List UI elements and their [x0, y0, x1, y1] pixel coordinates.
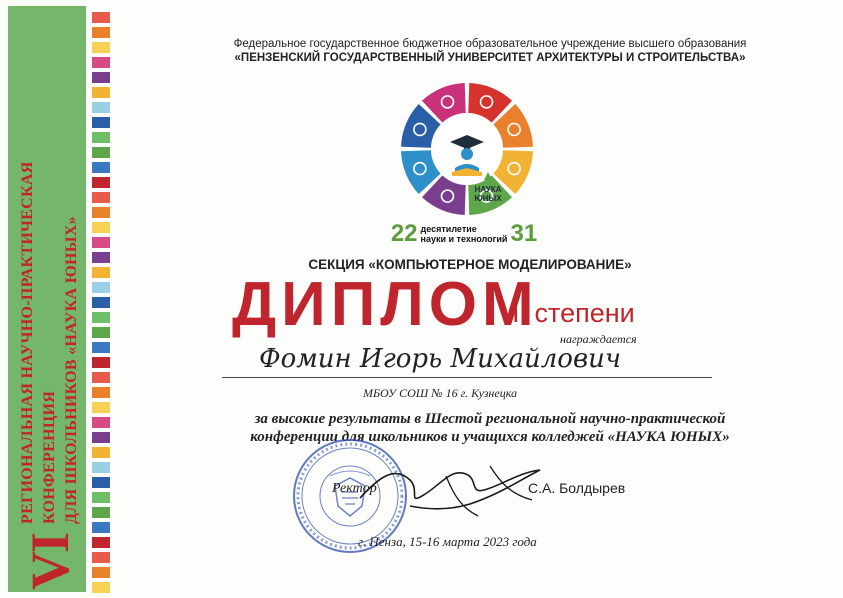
recipient-school: МБОУ СОШ № 16 г. Кузнецка	[362, 386, 518, 400]
band-square	[92, 207, 110, 218]
award-reason-line2: конференции для школьников и учащихся колледжей «НАУКА ЮНЫХ»	[250, 429, 730, 445]
award-reason	[150, 410, 830, 446]
band-square	[92, 222, 110, 233]
side-band-line1: РЕГИОНАЛЬНАЯ НАУЧНО-ПРАКТИЧЕСКАЯ КОНФЕРЕНЦИЯ	[19, 161, 58, 524]
rector-name: С.А. Болдырев	[528, 480, 626, 496]
band-square	[92, 327, 110, 338]
band-square	[92, 357, 110, 368]
band-square	[92, 162, 110, 173]
decade-right-number: 31	[510, 220, 538, 247]
diploma-title: ДИПЛОМ	[232, 270, 539, 339]
side-band	[8, 6, 110, 592]
side-band-roman: VI	[20, 533, 80, 590]
award-reason-line1: за высокие результаты в Шестой региональной научно-практической	[254, 411, 726, 427]
band-square	[92, 447, 110, 458]
band-square	[92, 57, 110, 68]
science-wheel-logo-icon	[398, 80, 536, 218]
band-square	[92, 567, 110, 578]
band-square	[92, 342, 110, 353]
band-square	[92, 507, 110, 518]
institution-name: «ПЕНЗЕНСКИЙ ГОСУДАРСТВЕННЫЙ УНИВЕРСИТЕТ АРХИТЕКТУРЫ И СТРОИТЕЛЬСТВА»	[234, 52, 746, 64]
band-square	[92, 192, 110, 203]
band-square	[92, 522, 110, 533]
band-square	[92, 537, 110, 548]
band-square	[92, 42, 110, 53]
section-title: СЕКЦИЯ «КОМПЬЮТЕРНОЕ МОДЕЛИРОВАНИЕ»	[308, 257, 632, 272]
band-square	[92, 477, 110, 488]
side-band-line2: ДЛЯ ШКОЛЬНИКОВ «НАУКА ЮНЫХ»	[63, 216, 80, 524]
band-square	[92, 462, 110, 473]
band-square	[92, 132, 110, 143]
decade-left-number: 22	[390, 220, 418, 247]
band-square	[92, 102, 110, 113]
band-square	[92, 297, 110, 308]
band-square	[92, 87, 110, 98]
band-square	[92, 552, 110, 563]
band-square	[92, 237, 110, 248]
logo-brand-line2: ЮНЫХ	[474, 194, 502, 203]
band-square	[92, 27, 110, 38]
logo-brand-line1: НАУКА	[474, 185, 502, 194]
band-square	[92, 117, 110, 128]
band-square	[92, 492, 110, 503]
band-square	[92, 417, 110, 428]
band-square	[92, 177, 110, 188]
decade-text-line2: науки и технологий	[420, 234, 508, 244]
place-date: г. Пенза, 15-16 марта 2023 года	[358, 534, 537, 549]
rector-label: Ректор	[332, 481, 377, 496]
band-square	[92, 147, 110, 158]
band-square	[92, 282, 110, 293]
side-band-squares	[86, 6, 110, 592]
band-square	[92, 387, 110, 398]
awarded-label: награждается	[560, 332, 637, 346]
band-square	[92, 72, 110, 83]
band-square	[92, 582, 110, 593]
recipient-name: Фомин Игорь Михайлович	[259, 344, 621, 374]
band-square	[92, 12, 110, 23]
institution-type: Федеральное государственное бюджетное образовательное учреждение высшего образования	[233, 38, 747, 50]
name-underline	[222, 377, 712, 378]
band-square	[92, 252, 110, 263]
side-band-text	[18, 30, 82, 590]
decade-text-line1: десятилетие	[420, 224, 477, 234]
band-square	[92, 402, 110, 413]
band-square	[92, 372, 110, 383]
band-square	[92, 312, 110, 323]
band-square	[92, 432, 110, 443]
band-square	[92, 267, 110, 278]
decade-badge	[374, 220, 554, 248]
diploma-degree: II степени	[512, 298, 635, 328]
